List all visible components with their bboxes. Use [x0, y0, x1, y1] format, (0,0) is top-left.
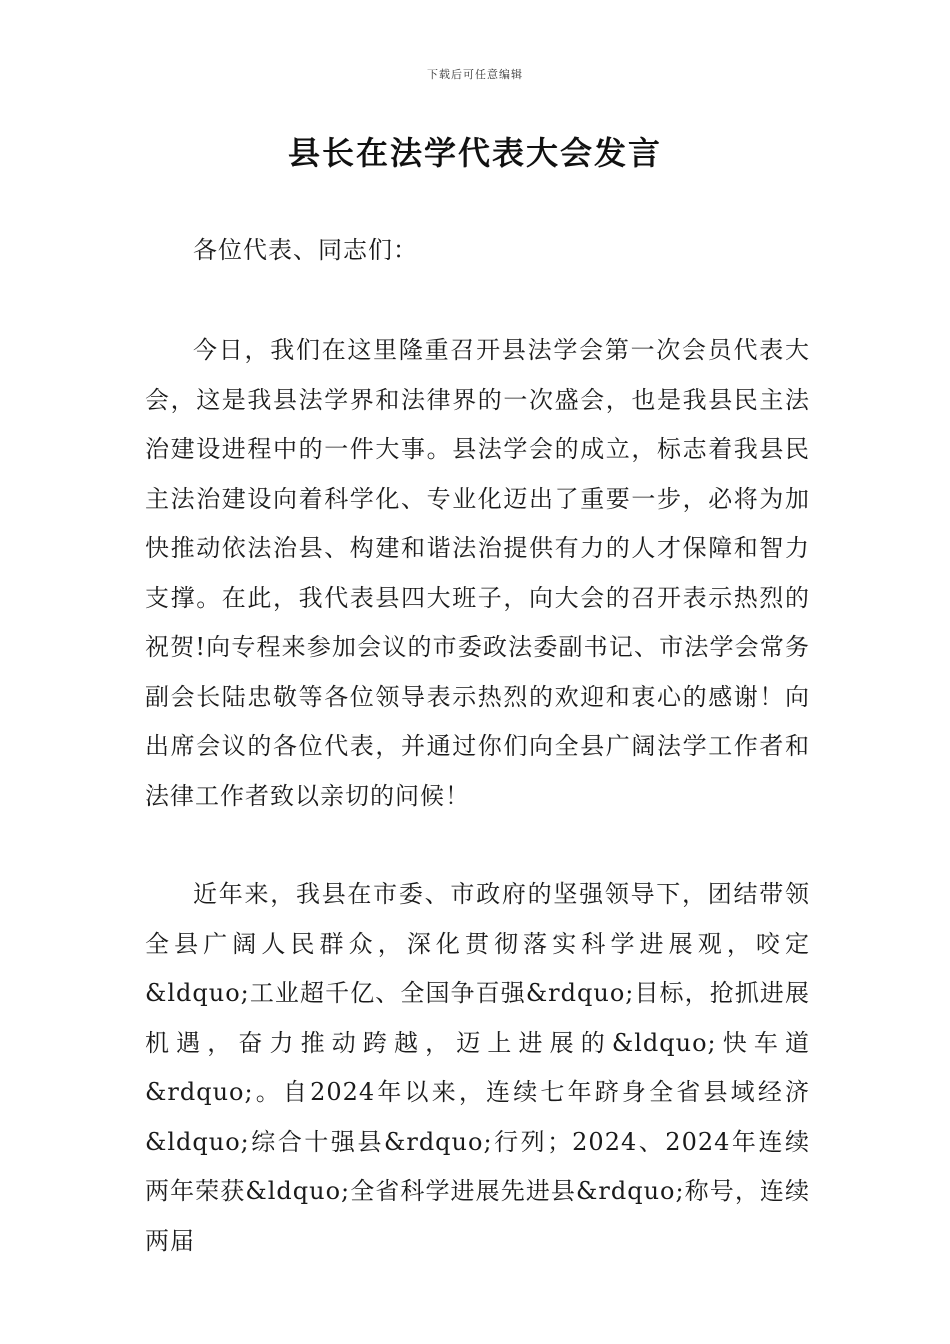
header-note: 下载后可任意编辑	[427, 68, 523, 81]
greeting: 各位代表、同志们：	[193, 236, 418, 264]
paragraph-1: 今日，我们在这里隆重召开县法学会第一次会员代表大会，这是我县法学界和法律界的一次盛会，也是我县民主法治建设进程中的一件大事。县法学会的成立，标志着我县民主法治建设向着科学化、专业化迈出了重要一步，必将为加快推动依法治县、构建和谐法治提供有力的人才保障和智力支撑。在此，我代表县四大班子，向大会的召开表示热烈的祝贺!向专程来参加会议的市委政法委副书记、市法学会常务副会长陆忠敬等各位领导表示热烈的欢迎和衷心的感谢！向出席会议的各位代表，并通过你们向全县广阔法学工作者和法律工作者致以亲切的问候！	[145, 336, 810, 810]
paragraph-2: 近年来，我县在市委、市政府的坚强领导下，团结带领全县广阔人民群众，深化贯彻落实科学进展观，咬定&ldquo;工业超千亿、全国争百强&rdquo;目标，抢抓进展机遇，奋力推动跨越，迈上进展的&ldquo;快车道&rdquo;。自2024年以来，连续七年跻身全省县域经济&ldquo;综合十强县&rdquo;行列；2024、2024年连续两年荣获&ldquo;全省科学进展先进县&rdquo;称号，连续两届	[145, 880, 810, 1255]
page-title: 县长在法学代表大会发言	[287, 134, 662, 172]
